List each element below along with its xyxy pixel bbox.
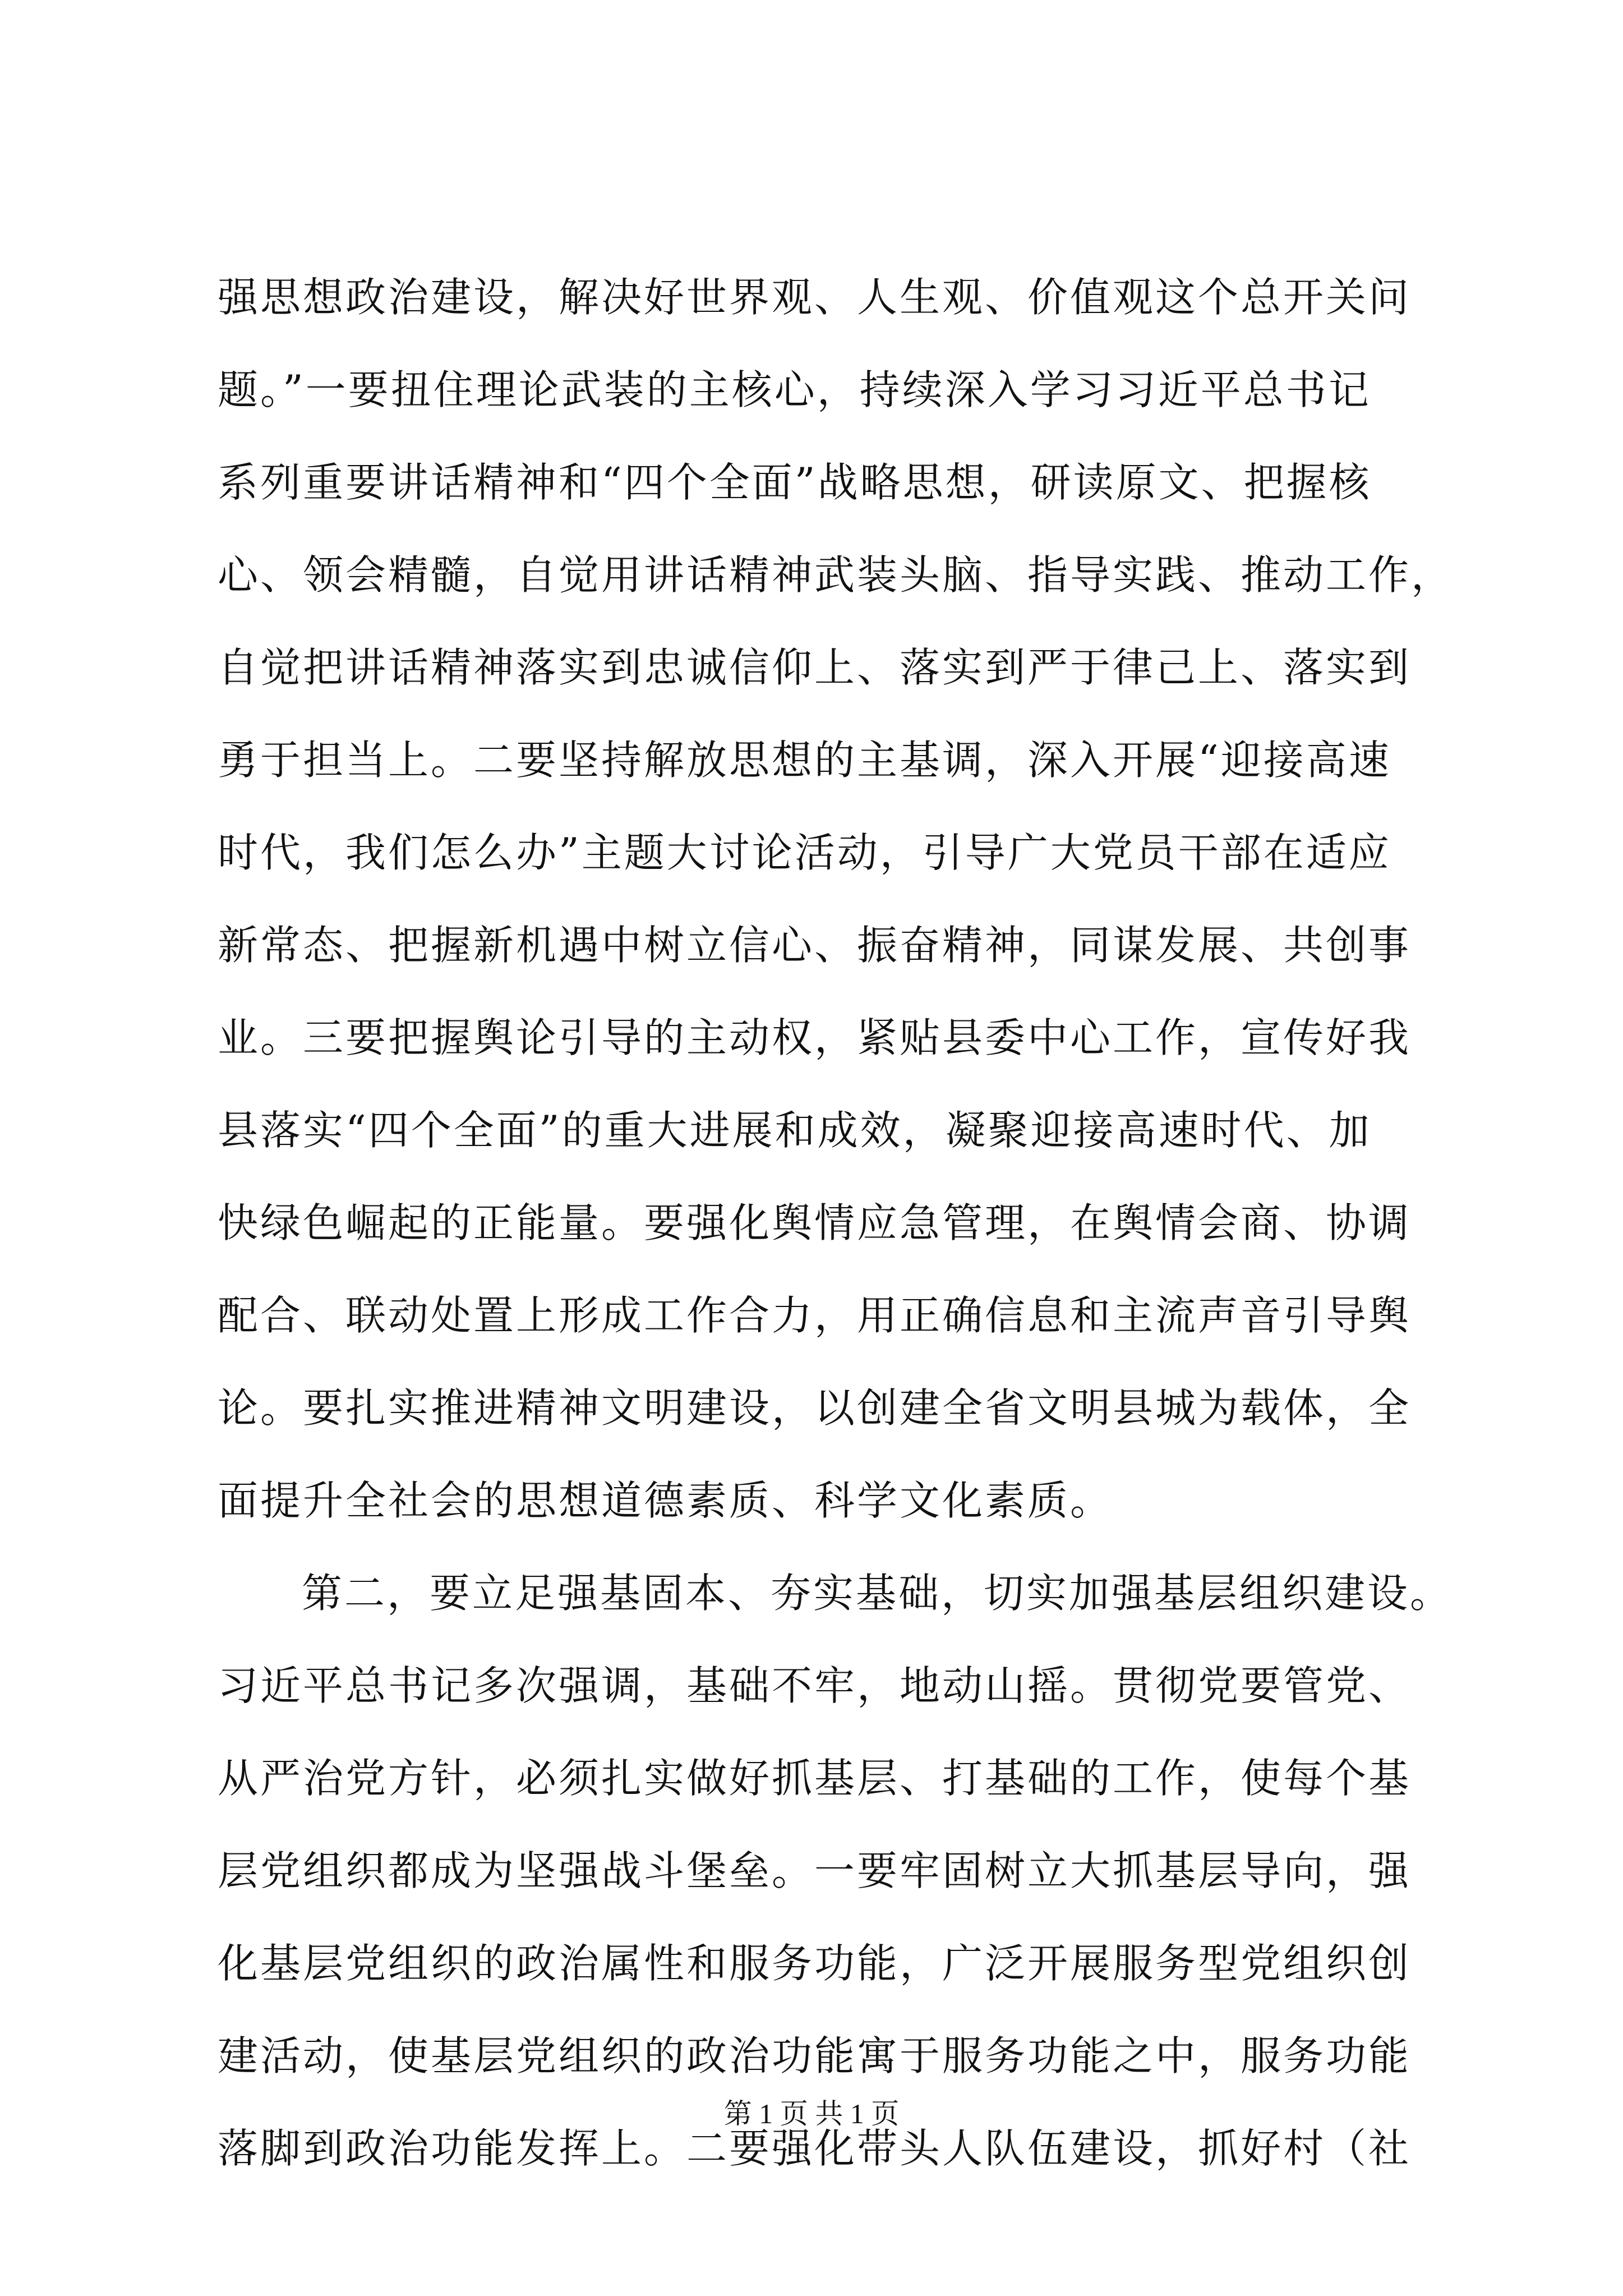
text-line: 县落实“四个全面”的重大进展和成效，凝聚迎接高速时代、加: [218, 1107, 1372, 1154]
text-line: 层党组织都成为坚强战斗堡垒。一要牢固树立大抓基层导向，强: [218, 1847, 1412, 1894]
text-line: 面提升全社会的思想道德素质、科学文化素质。: [218, 1477, 1113, 1524]
text-line: 题。”一要扭住理论武装的主核心，持续深入学习习近平总书记: [218, 366, 1371, 413]
text-line: 习近平总书记多次强调，基础不牢，地动山摇。贯彻党要管党、: [218, 1662, 1412, 1709]
text-line: 快绿色崛起的正能量。要强化舆情应急管理，在舆情会商、协调: [218, 1199, 1412, 1246]
text-line: 勇于担当上。二要坚持解放思想的主基调，深入开展“迎接高速: [218, 737, 1391, 784]
text-line: 建活动，使基层党组织的政治功能寓于服务功能之中，服务功能: [218, 2032, 1412, 2079]
text-line: 系列重要讲话精神和“四个全面”战略思想，研读原文、把握核: [218, 459, 1372, 506]
text-line: 自觉把讲话精神落实到忠诚信仰上、落实到严于律己上、落实到: [218, 644, 1412, 691]
text-line: 时代，我们怎么办”主题大讨论活动，引导广大党员干部在适应: [218, 829, 1391, 876]
text-line: 论。要扎实推进精神文明建设，以创建全省文明县城为载体，全: [218, 1384, 1412, 1432]
text-line: 配合、联动处置上形成工作合力，用正确信息和主流声音引导舆: [218, 1292, 1412, 1339]
text-line: 新常态、把握新机遇中树立信心、振奋精神，同谋发展、共创事: [218, 922, 1412, 969]
page-footer: 第 1 页 共 1 页: [723, 2098, 900, 2129]
document-body: [218, 251, 1454, 2195]
paragraph-start-line: 第二，要立足强基固本、夯实基础，切实加强基层组织建设。: [302, 1570, 1453, 1617]
text-line: 心、领会精髓，自觉用讲话精神武装头脑、指导实践、推动工作，: [218, 551, 1454, 599]
text-line: 强思想政治建设，解决好世界观、人生观、价值观这个总开关问: [218, 274, 1412, 321]
text-line: 业。三要把握舆论引导的主动权，紧贴县委中心工作，宣传好我: [218, 1014, 1412, 1061]
text-line: 化基层党组织的政治属性和服务功能，广泛开展服务型党组织创: [218, 1940, 1412, 1987]
text-line: 从严治党方针，必须扎实做好抓基层、打基础的工作，使每个基: [218, 1755, 1412, 1802]
text-line: 落脚到政治功能发挥上。二要强化带头人队伍建设，抓好村（社: [218, 2125, 1412, 2172]
